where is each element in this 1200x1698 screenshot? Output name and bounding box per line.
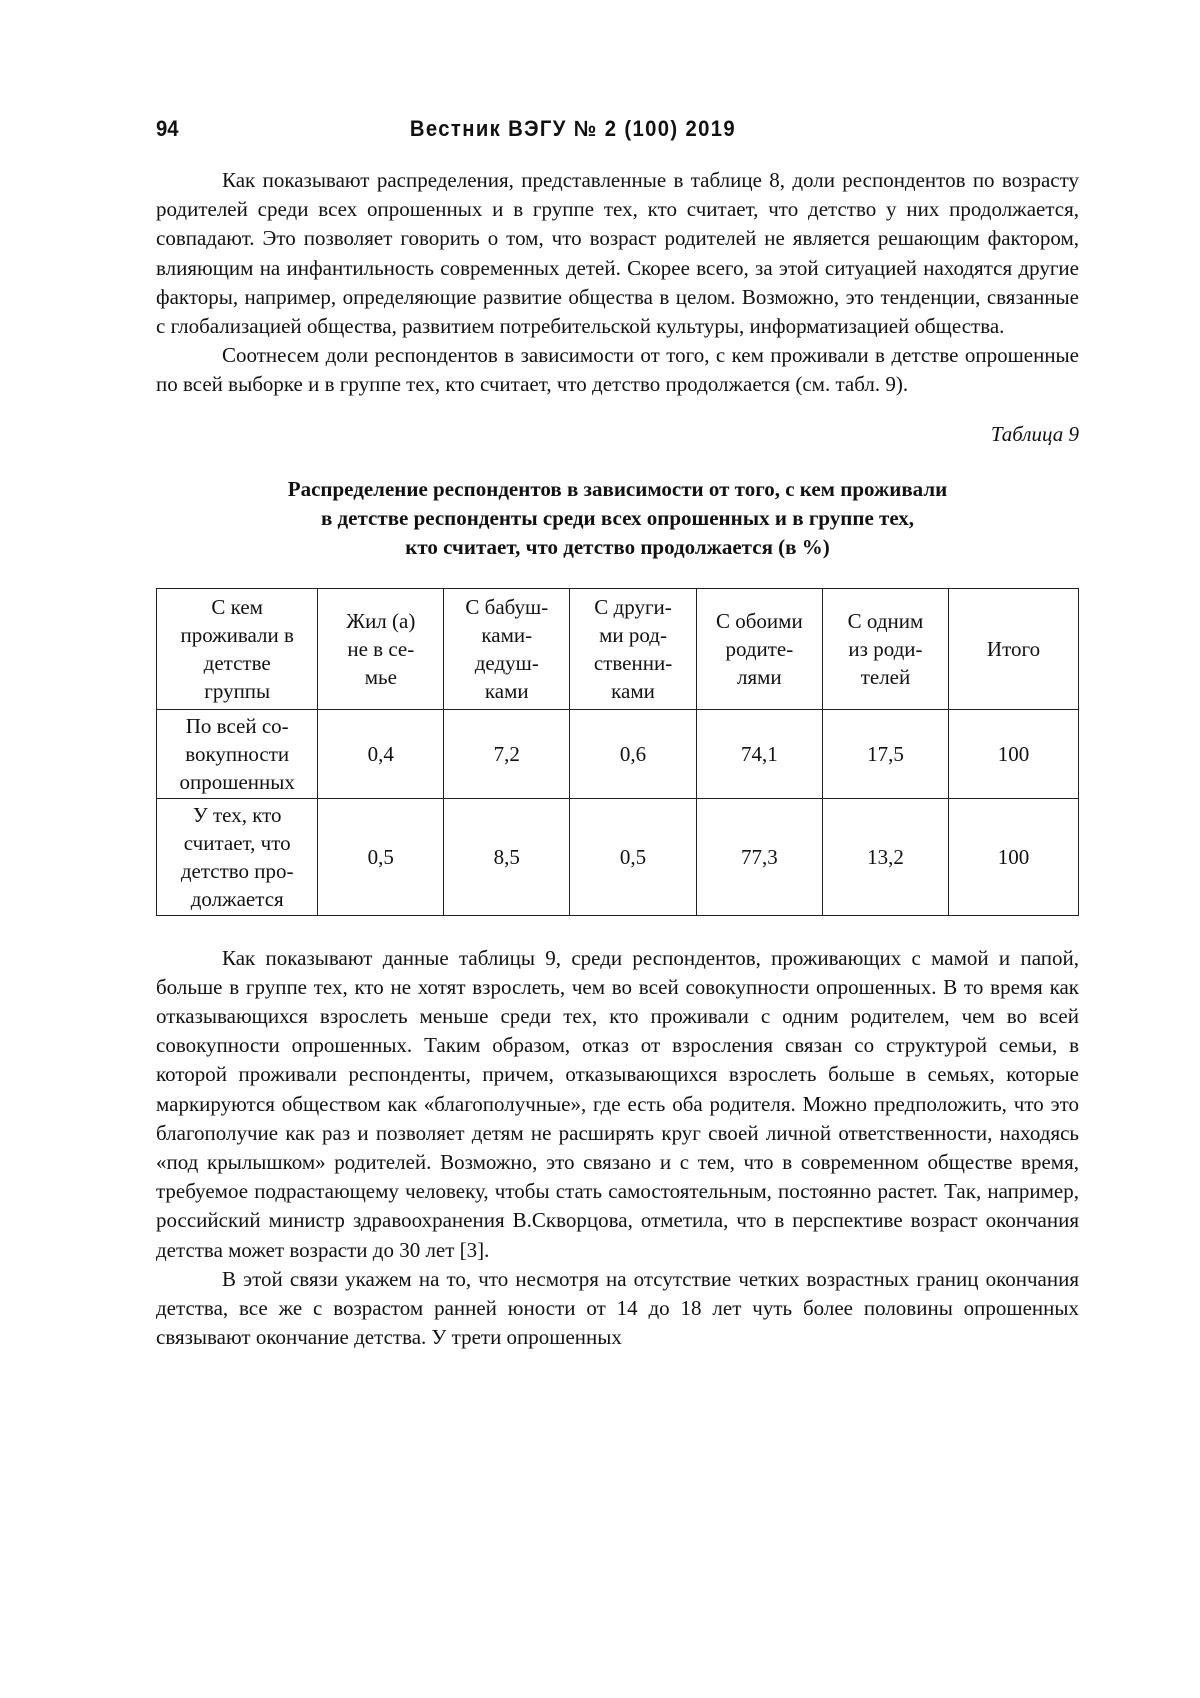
column-header-group: С кем проживали в детстве группы xyxy=(157,588,318,709)
paragraph: В этой связи укажем на то, что несмотря на отсутствие четких возрастных границ окончания детства, все же с возрастом ранней юности от 14 до 18 лет чуть более половины опрошенных связывают окончание детства. У трети опрошенных xyxy=(156,1266,1079,1350)
table-label: Таблица 9 xyxy=(990,421,1079,446)
table-row xyxy=(157,709,1079,798)
table-header-row xyxy=(157,588,1079,709)
running-header xyxy=(156,108,1079,144)
paragraph: Как показывают распределения, представленные в таблице 8, доли респондентов по возрасту родителей среди всех опрошенных и в группе тех, кто считает, что детство у них продолжается, совпадают. Это позволяет говорить о том, что возраст родителей не является решающим фактором, влияющим на инфантильность современных детей. Скорее всего, за этой ситуацией находятся другие факторы, например, определяющие развитие общества в целом. Возможно, это тенденции, связанные с глобализацией общества, развитием потребительской культуры, информатизацией общества. xyxy=(156,168,1079,339)
table-cell: 17,5 xyxy=(822,709,948,798)
table-cell: 0,4 xyxy=(318,709,444,798)
data-table xyxy=(156,588,1079,916)
table-cell: 7,2 xyxy=(444,709,570,798)
document-page xyxy=(156,108,1079,1352)
column-header-other-relatives: С други- ми род- ственни- ками xyxy=(570,588,696,709)
table-cell: 0,6 xyxy=(570,709,696,798)
row-group-label: По всей со- вокупности опрошенных xyxy=(157,709,318,798)
column-header-not-in-family: Жил (а) не в се- мье xyxy=(318,588,444,709)
table-cell: 13,2 xyxy=(822,798,948,915)
table-cell: 0,5 xyxy=(570,798,696,915)
paragraph: Как показывают данные таблицы 9, среди респондентов, проживающих с мамой и папой, больше в группе тех, кто не хотят взрослеть, чем во всей совокупности опрошенных. В то время как отказывающихся взрослеть меньше среди тех, кто проживали с одним родителем, чем во всей совокупности опрошенных. Таким образом, отказ от взросления связан со структурой семьи, в которой проживали респонденты, причем, отказывающихся взрослеть больше в семьях, которые маркируются обществом как «благополучные», где есть оба родителя. Можно предположить, что это благополучие как раз и позволяет детям не расширять круг своей личной ответственности, находясь «под крылышком» родителей. Возможно, это связано и с тем, что в современном обществе время, требуемое подрастающему человеку, чтобы стать самостоятельным, постоянно растет. Так, например, российский министр здравоохранения В.Скворцова, отметила, что в перспективе возраст окончания детства может возрасти до 30 лет [3]. xyxy=(156,945,1079,1262)
column-header-grandparents: С бабуш- ками- дедуш- ками xyxy=(444,588,570,709)
column-header-both-parents: С обоими родите- лями xyxy=(696,588,822,709)
page-number: 94 xyxy=(156,116,179,141)
journal-title: Вестник ВЭГУ № 2 (100) 2019 xyxy=(409,116,737,141)
table-title-line: в детстве респонденты среди всех опрошенных и в группе тех, xyxy=(320,505,915,530)
table-title xyxy=(156,475,1079,562)
column-header-one-parent: С одним из роди- телей xyxy=(822,588,948,709)
table-cell: 77,3 xyxy=(696,798,822,915)
column-header-total: Итого xyxy=(949,588,1079,709)
table-title-line: Распределение респондентов в зависимости от того, с кем проживали xyxy=(287,476,948,501)
table-title-line: кто считает, что детство продолжается (в %) xyxy=(405,534,830,559)
table-row xyxy=(157,798,1079,915)
row-group-label: У тех, кто считает, что детство про- должается xyxy=(157,798,318,915)
table-cell: 100 xyxy=(949,798,1079,915)
table-cell: 0,5 xyxy=(318,798,444,915)
table-cell: 100 xyxy=(949,709,1079,798)
table-cell: 8,5 xyxy=(444,798,570,915)
table-cell: 74,1 xyxy=(696,709,822,798)
paragraph: Соотнесем доли респондентов в зависимости от того, с кем проживали в детстве опрошенные по всей выборке и в группе тех, кто считает, что детство продолжается (см. табл. 9). xyxy=(156,343,1079,397)
